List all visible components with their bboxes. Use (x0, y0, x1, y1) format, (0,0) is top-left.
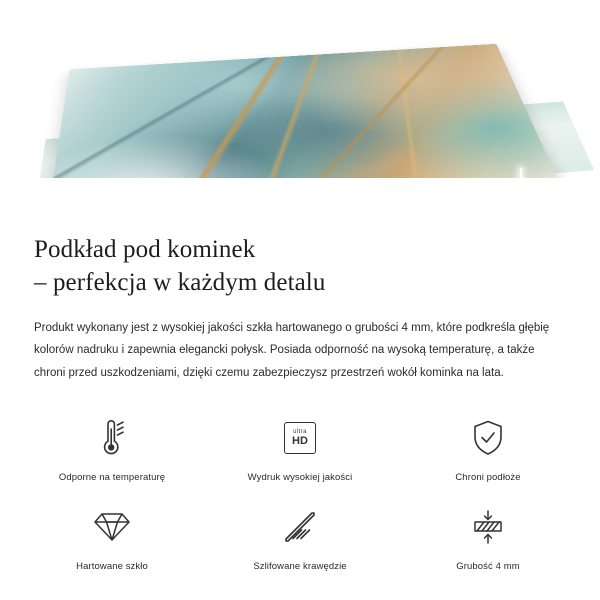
page-title-line-1: Podkład pod kominek (34, 236, 256, 263)
feature-label: Szlifowane krawędzie (253, 561, 347, 573)
thermometer-icon (86, 412, 138, 464)
ultra-hd-badge-bottom: HD (292, 435, 308, 448)
product-description: Produkt wykonany jest z wysokiej jakości szkła hartowanego o grubości 4 mm, które podkreśla głębię kolorów nadruku i zapewnia elegancki połysk. Posiada odporność na wysoką temperaturę, a także chroni przed uszkodzeniami, dzięki czemu zabezpieczysz przestrzeń wokół kominka na lata. (34, 322, 550, 379)
feature-item-polished-edges (206, 501, 394, 572)
feature-label: Hartowane szkło (76, 561, 148, 573)
ultra-hd-badge-top: ultra (293, 429, 307, 436)
text-content (0, 215, 600, 384)
feature-label: Wydruk wysokiej jakości (247, 472, 353, 484)
feature-label: Chroni podłoże (455, 472, 521, 484)
feature-grid (0, 412, 600, 572)
feature-item-temperature (18, 412, 206, 483)
feature-item-surface-protection (394, 412, 582, 483)
feature-label: Grubość 4 mm (456, 561, 520, 573)
hero-image (0, 0, 600, 215)
diamond-icon (86, 501, 138, 553)
thickness-arrows-icon (462, 501, 514, 553)
feature-item-thickness (394, 501, 582, 572)
ultra-hd-icon (274, 412, 326, 464)
feature-item-tempered-glass (18, 501, 206, 572)
hero-bottom-mask (0, 178, 600, 215)
feature-item-print-quality (206, 412, 394, 483)
page-title-line-2: – perfekcja w każdym detalu (34, 269, 326, 296)
feature-label: Odporne na temperaturę (58, 472, 166, 484)
shield-check-icon (462, 412, 514, 464)
polished-edge-icon (274, 501, 326, 553)
page-title (34, 233, 566, 299)
